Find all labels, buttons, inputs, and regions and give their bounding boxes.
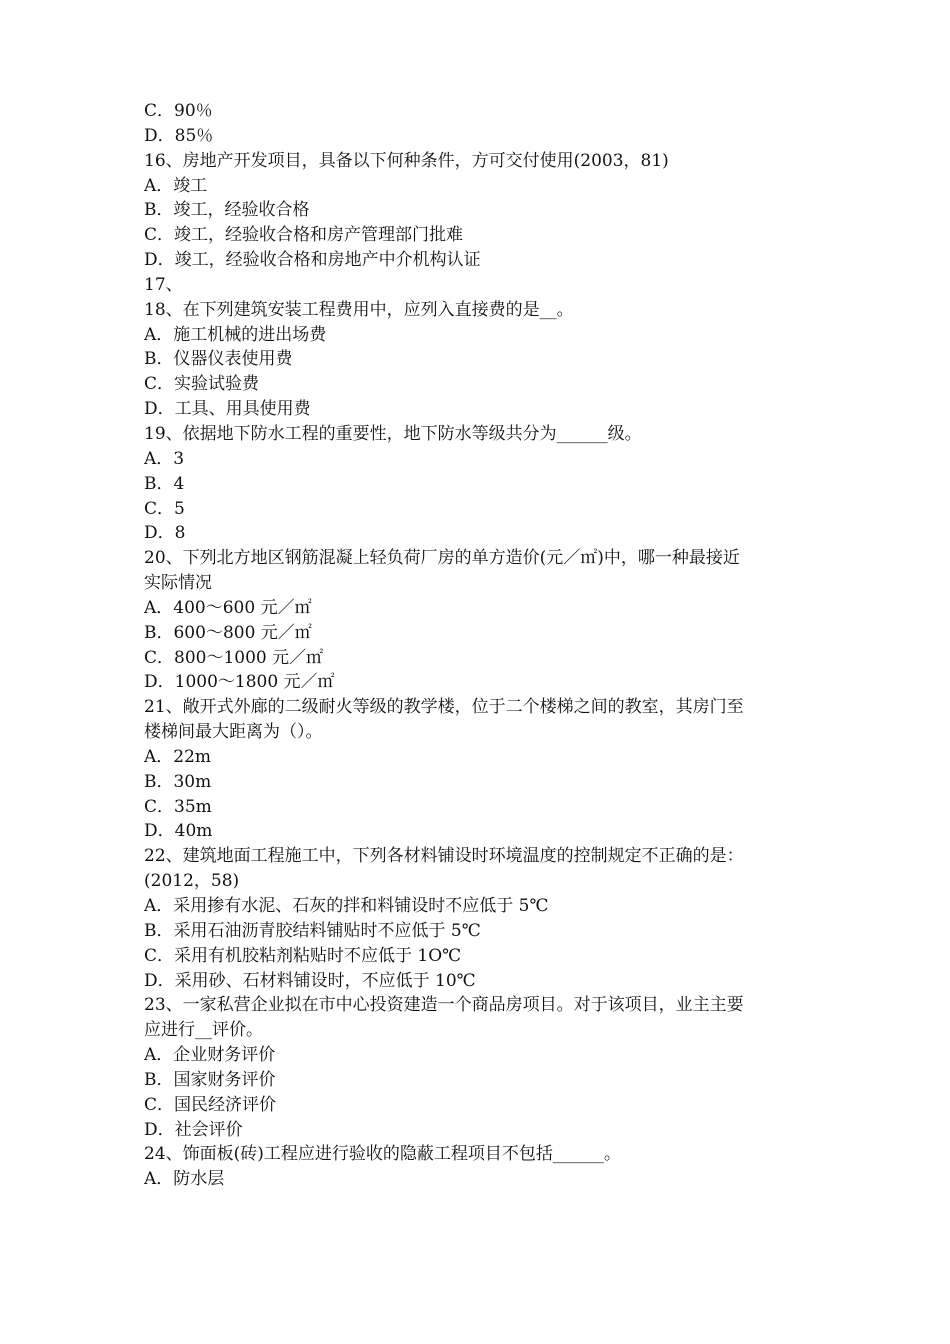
question-21-continued: 楼梯间最大距离为（）。 (144, 722, 323, 743)
answer-option: A．22m (144, 746, 212, 767)
answer-option: B．600～800 元／㎡ (144, 622, 312, 643)
answer-option: D．8 (144, 523, 186, 544)
answer-option: C．800～1000 元／㎡ (144, 647, 324, 668)
question-23-continued: 应进行__评价。 (144, 1020, 263, 1041)
question-24: 24、饰面板(砖)工程应进行验收的隐蔽工程项目不包括______。 (144, 1144, 621, 1165)
answer-option: A．3 (144, 448, 185, 469)
answer-option: A．400～600 元／㎡ (144, 597, 312, 618)
answer-option: A．采用掺有水泥、石灰的拌和料铺设时不应低于 5℃ (144, 896, 549, 916)
answer-option: D．1000～1800 元／㎡ (144, 672, 335, 693)
answer-option: C．35m (144, 796, 212, 817)
answer-option: C．竣工，经验收合格和房产管理部门批难 (144, 225, 464, 246)
question-22-continued: (2012，58) (144, 871, 240, 892)
answer-option: B．仪器仪表使用费 (144, 349, 293, 370)
question-17: 17、 (144, 274, 183, 295)
answer-option: C．90％ (144, 101, 213, 121)
answer-option: C．采用有机胶粘剂粘贴时不应低于 1O℃ (144, 945, 462, 966)
answer-option: D．85％ (144, 125, 214, 146)
answer-option: A．施工机械的进出场费 (144, 324, 327, 345)
answer-option: D．40m (144, 821, 213, 842)
answer-option: C．实验试验费 (144, 374, 260, 395)
question-21: 21、敞开式外廊的二级耐火等级的教学楼，位于二个楼梯之间的教室，其房门至 (144, 697, 744, 718)
question-18: 18、在下列建筑安装工程费用中，应列入直接费的是__。 (144, 299, 574, 320)
answer-option: A．防水层 (144, 1169, 225, 1190)
answer-option: D．工具、用具使用费 (144, 399, 311, 420)
question-20-continued: 实际情况 (144, 573, 212, 594)
answer-option: B．4 (144, 473, 185, 494)
answer-option: B．国家财务评价 (144, 1069, 276, 1090)
answer-option: B．竣工，经验收合格 (144, 200, 310, 221)
answer-option: A．企业财务评价 (144, 1045, 276, 1066)
question-22: 22、建筑地面工程施工中，下列各材料铺设时环境温度的控制规定不正确的是： (144, 846, 744, 867)
question-16: 16、房地产开发项目，具备以下何种条件，方可交付使用(2003，81) (144, 150, 669, 171)
answer-option: B．采用石油沥青胶结料铺贴时不应低于 5℃ (144, 920, 481, 941)
question-23: 23、一家私营企业拟在市中心投资建造一个商品房项目。对于该项目，业主主要 (144, 995, 744, 1016)
answer-option: D．采用砂、石材料铺设时，不应低于 10℃ (144, 970, 476, 991)
answer-option: D．竣工，经验收合格和房地产中介机构认证 (144, 250, 481, 271)
answer-option: D．社会评价 (144, 1119, 243, 1140)
answer-option: C．5 (144, 498, 185, 519)
question-20: 20、下列北方地区钢筋混凝上轻负荷厂房的单方造价(元／㎡)中，哪一种最接近 (144, 548, 740, 569)
answer-option: C．国民经济评价 (144, 1094, 277, 1115)
document-body (144, 99, 814, 1192)
answer-option: B．30m (144, 771, 212, 792)
answer-option: A．竣工 (144, 175, 208, 196)
question-19: 19、依据地下防水工程的重要性，地下防水等级共分为______级。 (144, 423, 642, 444)
